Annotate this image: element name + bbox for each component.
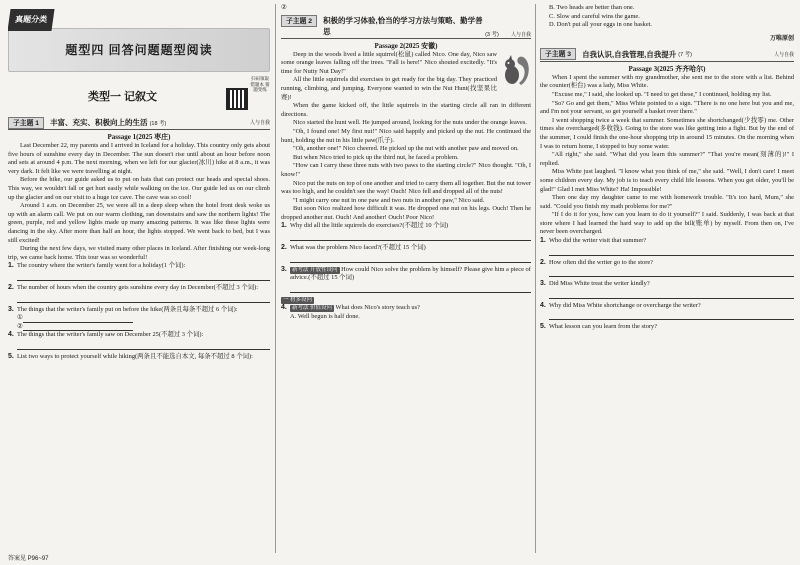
- new-exam-tag: 新考法 开放性设问: [292, 266, 338, 273]
- paragraph: All the little squirrels did exercises to get ready for the big day. They practiced running, climbing, and jumping. Everyone wanted to win the Nut Hunt(找坚果比赛)!: [281, 76, 497, 101]
- new-exam-tag: 新考法 价值设问: [292, 305, 333, 312]
- answer-slot[interactable]: [17, 314, 270, 323]
- question: [281, 266, 531, 283]
- paragraph: Nico started the hunt well. He jumped around, looking for the nuts under the orange leaves.: [293, 119, 527, 127]
- question-text: Did Miss White treat the writer kindly?: [549, 280, 650, 288]
- circle-number: ①: [17, 314, 23, 322]
- question: [540, 259, 794, 268]
- option-b[interactable]: B. Two heads are better than one.: [549, 4, 635, 11]
- question-number: 4.: [281, 304, 287, 312]
- question-number: 1.: [8, 262, 14, 270]
- column-divider: [535, 4, 536, 553]
- circle-number: ②: [17, 322, 23, 330]
- column-middle: [281, 4, 531, 553]
- paragraph: Then one day my daughter came to me with homework trouble. "It's too hard, Mum," she said. "Could you finish my math problems for me?": [540, 194, 794, 210]
- question: [540, 237, 794, 246]
- question: [8, 331, 270, 340]
- passage-title: Passage 3(2025 齐齐哈尔): [628, 64, 706, 73]
- question-number: 5.: [8, 352, 14, 360]
- column-right: [540, 4, 794, 553]
- passage-title: Passage 2(2025 安徽): [374, 41, 438, 50]
- question: [540, 323, 794, 332]
- subtopic-category: 人与自我: [773, 51, 794, 58]
- question-number: 1.: [540, 237, 546, 245]
- paragraph: Before the hike, our guide asked us to put on hats that can protect our heads and special shoes. This way, we wouldn't fall or get hurt easily while walking on the ice. Our guide led us on our climb up the glacier and on our visit to a huge ice cave. The cave was so cool!: [8, 176, 270, 201]
- subtopic-tag: 子主题 2: [281, 15, 317, 27]
- paragraph: I went shopping twice a week that summer. Sometimes she shortchanged(少找零) me. Other times she overcharged(多收钱). Going to the store was like getting into a fight. But by the end of the summer, I could finish the one-hour shopping trip in around 15 minutes. On the morning when I was to return home, I stopped to buy some water.: [540, 116, 794, 150]
- question-text: Who did the writer visit that summer?: [549, 237, 647, 245]
- question-text: List two ways to protect yourself while hiking(两条且不能选自本文, 每条不超过 8 个词):: [17, 352, 253, 360]
- paragraph: During the next few days, we visited many other places in Iceland. After finishing our week-long trip, we came back home. This tour was so wonderful!: [8, 245, 270, 261]
- question-text: Why did all the little squirrels do exercises?(不超过 10 个词): [290, 222, 449, 230]
- paragraph: But when Nico tried to pick up the third nut, he faced a problem.: [293, 153, 459, 161]
- type-heading-row: [8, 76, 270, 116]
- subtopic-title: 丰富、充实、积极向上的生活: [50, 118, 148, 127]
- answer-line[interactable]: [17, 341, 270, 350]
- paragraph: "Oh, I found one! My first nut!" Nico said happily and picked up the nut. He continued the hunt, holding the nut in his little paw(爪子).: [281, 127, 531, 144]
- question: [8, 284, 270, 293]
- subtopic-category: 人与自我: [510, 31, 531, 38]
- question-text: How could Nico solve the problem by himself? Please give him a piece of advice.(不超过 15 个词): [290, 265, 531, 282]
- subtopic-count: (7 考): [678, 52, 692, 59]
- answer-line[interactable]: [290, 232, 531, 241]
- paragraph: When the game kicked off, the little squirrels in the starting circle all ran in different directions.: [281, 102, 531, 118]
- option-d[interactable]: D. Don't put all your eggs in one basket.: [549, 21, 653, 29]
- question-text: What was the problem Nico faced?(不超过 15 个词): [290, 244, 426, 252]
- paragraph: "How can I carry these three nuts with two paws to the starting circle?" Nico thought. "Oh, I know!": [281, 162, 531, 178]
- type-title: 类型一 记叙文: [88, 91, 158, 103]
- answer-line[interactable]: [290, 254, 531, 263]
- paragraph: "So? Go and get them," Miss White pointed to a sign. "There is no one here but you and me, and I'm not your servant, so get yourself a basket over there.": [540, 99, 794, 116]
- publisher-mark: 万唯原创: [769, 35, 794, 42]
- column-left: [8, 4, 270, 553]
- paragraph: Last December 22, my parents and I arrived in Iceland for a holiday. This country only gets about five hours of sunshine every day in December. The sun doesn't rise until about an hour before noon and sets at around 4 p.m. The next morning, when we left for our glacier(冰川) hike at 8 a.m., it was very dark. It felt like we were travelling at night.: [8, 142, 270, 175]
- answer-line[interactable]: [549, 290, 794, 299]
- logo-text: 真题分类: [14, 15, 48, 24]
- option-c[interactable]: C. Slow and careful wins the game.: [549, 12, 640, 20]
- answer-line[interactable]: [17, 272, 270, 281]
- paragraph: "All right," she said. "What did you learn this summer?" "That you're mean(刻薄的)!" I replied.: [540, 151, 794, 167]
- answer-line[interactable]: [17, 294, 270, 303]
- question: [8, 262, 270, 271]
- subtopic-title: 积极的学习体验,恰当的学习方法与策略、勤学善思: [323, 15, 483, 36]
- question-number: 4.: [540, 301, 546, 309]
- subtopic-3-header: [540, 48, 794, 62]
- answer-line[interactable]: [549, 268, 794, 277]
- banner-title: 题型四 回答问题题型阅读: [65, 43, 213, 57]
- question-number: 2.: [540, 258, 546, 266]
- section-banner: [8, 10, 270, 72]
- question-text: The things that the writer's family put on before the hike(两条且每条不超过 6 个词):: [17, 305, 238, 313]
- paragraph: Miss White just laughed. "I know what you think of me," she said. "Well, I don't care! I meet some children every day. My job is to teach every child life lessons. When you get older, you'll be glad!" Glad I met Miss White? Ha! Impossible!: [540, 168, 794, 193]
- question: [8, 306, 270, 315]
- question: [540, 280, 794, 289]
- question-number: 1.: [281, 222, 287, 230]
- qr-caption: 扫码领取 错题本 猜题变练: [250, 76, 270, 92]
- question: [540, 302, 794, 311]
- paragraph: But soon Nico realized how difficult it was. He dropped one nut on his legs. Ouch! Then he dropped another nut. Ouch! And another! Ouch! Poor Nico!: [281, 205, 531, 221]
- answer-slot[interactable]: [17, 323, 270, 332]
- paragraph: Deep in the woods lived a little squirrel(松鼠) called Nico. One day, Nico saw some orange leaves falling off the trees. "Fall is here!" Nico shouted excitedly. "It's time for Nutty Nut Day!": [281, 50, 497, 75]
- subtopic-category: 人与自我: [249, 120, 270, 126]
- paragraph: "Oh, another one!" Nico cheered. He picked up the nut with another paw and moved on.: [293, 145, 519, 153]
- logo-small-text: 中考: [19, 10, 29, 15]
- paragraph: Around 1 a.m. on December 25, we were all in a deep sleep when the hotel front desk woke us up with an alarm call. We put on our warm clothing, ran downstairs and saw the northern lights! The green, purple, red and yellow lights made up many amazing patterns. It was like these lights were dancing in the sky. After more than half an hour, the lights stopped. We went back to bed, but I was still excited!: [8, 202, 270, 244]
- question-number: 3.: [8, 305, 14, 313]
- question-text: The country where the writer's family went for a holiday(1 个词):: [17, 262, 186, 270]
- column-divider: [275, 4, 276, 553]
- answer-reference: 答案见 P96~97: [8, 556, 49, 562]
- paragraph: Nico put the nuts on top of one another and tried to carry them all together. But the nut tower was too high, and he couldn't see the way! Ouch! Nico fell and dropped all of the nuts!: [281, 179, 531, 196]
- question-number: 3.: [281, 265, 287, 273]
- subtopic-count: (18 考): [149, 120, 167, 127]
- question: [8, 353, 270, 362]
- subtopic-title: 自我认识,自我管理,自我提升: [582, 49, 677, 59]
- question: [281, 244, 531, 253]
- answer-line[interactable]: [549, 247, 794, 256]
- question-text: What lesson can you learn from the story?: [549, 323, 658, 331]
- passage-title: Passage 1(2025 枣庄): [107, 133, 171, 141]
- subtopic-count: (3 考): [485, 31, 499, 38]
- question: [281, 222, 531, 231]
- carryover-circle: ②: [281, 4, 287, 11]
- subtopic-2-header: [281, 13, 531, 39]
- squirrel-illustration-icon: [501, 53, 531, 87]
- question-text: What does Nico's story teach us?: [335, 304, 420, 312]
- question-number: 2.: [281, 244, 287, 252]
- paragraph: "I might carry one nut in one paw and two nuts in another paw," Nico said.: [293, 196, 485, 204]
- answer-line[interactable]: [290, 284, 531, 293]
- question-text: Why did Miss White shortchange or overcharge the writer?: [549, 301, 701, 309]
- answer-line[interactable]: [549, 311, 794, 320]
- subtopic-tag: 子主题 1: [8, 117, 44, 129]
- option-a[interactable]: A. Well begun is half done.: [290, 313, 360, 321]
- question-number: 2.: [8, 283, 14, 291]
- sub-tag: 一 材多设问: [283, 296, 313, 303]
- paragraph: "If I do it for you, how can you learn to do it yourself?" I said. Suddenly, I was back at that store where I had learned the hard way to add up the bill(账单) by myself. From then on, I've never been overcharged.: [540, 211, 794, 236]
- question-number: 5.: [540, 323, 546, 331]
- subtopic-tag: 子主题 3: [540, 48, 576, 60]
- question-number: 3.: [540, 280, 546, 288]
- brand-logo: [8, 9, 55, 31]
- paragraph: "Excuse me," I said, she looked up. "I need to get these," I continued, holding my list.: [552, 90, 772, 98]
- question: [281, 304, 531, 313]
- qr-code-icon[interactable]: [226, 88, 248, 110]
- question-text: How often did the writer go to the store?: [549, 258, 653, 266]
- question-text: The things that the writer's family saw on December 25(不超过 3 个词):: [17, 331, 204, 339]
- paragraph: When I spent the summer with my grandmother, she sent me to the store with a list. Behind the counter(柜台) was a lady, Miss White.: [540, 73, 794, 90]
- subtopic-1-header: [8, 116, 270, 130]
- question-number: 4.: [8, 331, 14, 339]
- question-text: The number of hours when the country gets sunshine every day in December(不超过 3 个词):: [17, 283, 259, 291]
